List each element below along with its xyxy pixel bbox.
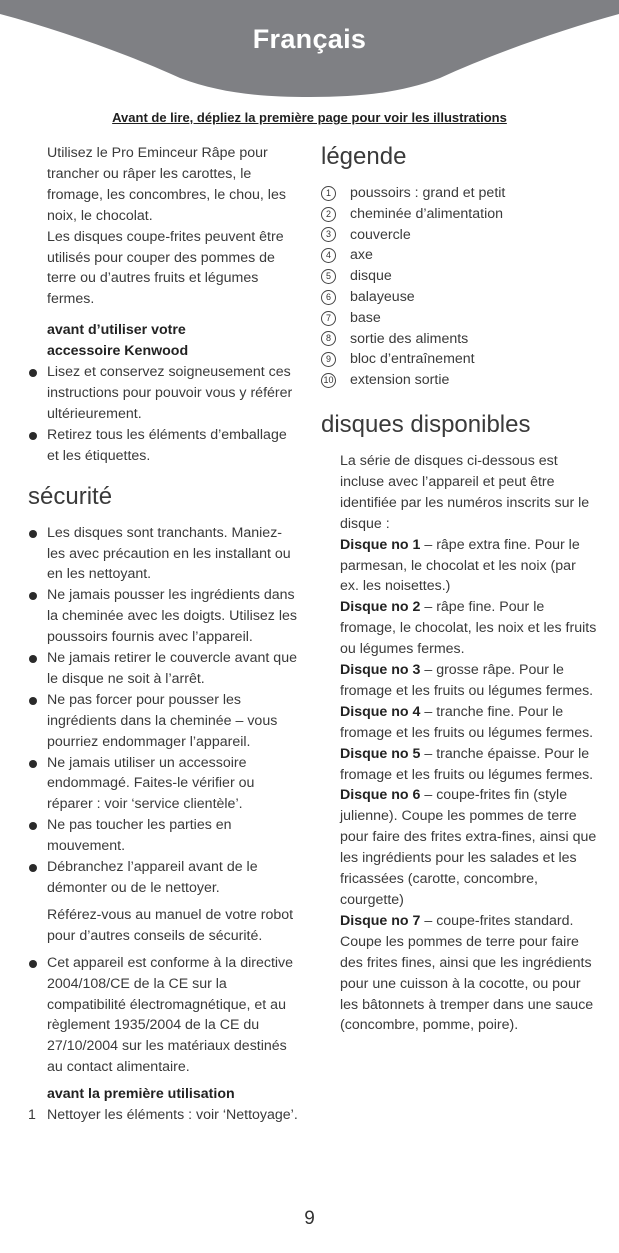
legend-label: extension sortie	[350, 372, 450, 389]
legend-number: 3	[321, 227, 336, 242]
list-item	[340, 660, 597, 702]
step-number: 1	[28, 1107, 36, 1124]
legend-label: couvercle	[350, 226, 411, 243]
safety-note: Référez-vous au manuel de votre robot pour d’autres conseils de sécurité.	[47, 906, 294, 944]
legend-item	[321, 370, 597, 391]
disc-description: – râpe extra fine. Pour le parmesan, le chocolat et les noix (par ex. les noisettes.)	[340, 536, 580, 595]
disc-name: Disque no 7	[340, 912, 421, 929]
list-item: Ne jamais pousser les ingrédients dans la cheminée avec les doigts. Utilisez les poussoirs fournis avec l’appareil.	[28, 585, 300, 648]
fold-out-notice: Avant de lire, dépliez la première page pour voir les illustrations	[112, 110, 507, 125]
legend-label: bloc d’entraînement	[350, 351, 475, 368]
discs-intro: La série de disques ci-dessous est incluse avec l’appareil et peut être identifiée par les numéros inscrits sur le disque :	[340, 452, 590, 532]
compliance-item: Cet appareil est conforme à la directive 2004/108/CE de la CE sur la compatibilité électromagnétique, et au règlement 1935/2004 de la CE du 27/10/2004 sur les matériaux destinés au contact alimentaire.	[28, 953, 300, 1078]
legend-item	[321, 329, 597, 350]
intro-paragraph-2: Les disques coupe-frites peuvent être utilisés pour couper des pommes de terre ou d’autres fruits et légumes fermes.	[47, 228, 284, 308]
disc-description: – grosse râpe. Pour le fromage et les fruits ou légumes fermes.	[340, 662, 594, 699]
header-banner	[0, 0, 619, 110]
disc-name: Disque no 5	[340, 745, 421, 762]
legend-number: 10	[321, 373, 336, 388]
page-number: 9	[304, 1208, 315, 1229]
disc-name: Disque no 4	[340, 703, 421, 720]
legend-label: sortie des aliments	[350, 330, 469, 347]
list-item: Retirez tous les éléments d’emballage et les étiquettes.	[28, 425, 300, 467]
legend-item	[321, 266, 597, 287]
disc-description: – tranche fine. Pour le fromage et les fruits ou légumes fermes.	[340, 703, 594, 741]
discs-list	[321, 451, 597, 1036]
first-use-heading: avant la première utilisation	[47, 1086, 235, 1103]
legend-label: cheminée d’alimentation	[350, 205, 504, 222]
legend-label: disque	[350, 268, 392, 285]
legend-heading: légende	[321, 143, 407, 170]
legend-label: poussoirs : grand et petit	[350, 185, 506, 201]
legend-number: 6	[321, 290, 336, 305]
before-use-heading-line1: avant d’utiliser votre	[47, 322, 186, 339]
step-text: Nettoyer les éléments : voir ‘Nettoyage’.	[47, 1107, 298, 1124]
legend-number: 7	[321, 311, 336, 326]
legend-label: base	[350, 309, 381, 326]
left-column	[28, 143, 300, 1126]
list-item: Ne pas forcer pour pousser les ingrédients dans la cheminée – vous pourriez endommager l’appareil.	[28, 690, 300, 753]
legend-number: 5	[321, 269, 336, 284]
list-item: Ne jamais utiliser un accessoire endommagé. Faites-le vérifier ou réparer : voir ‘service clientèle’.	[28, 753, 300, 816]
disc-description: – tranche épaisse. Pour le fromage et les fruits ou légumes fermes.	[340, 745, 594, 783]
legend-number: 1	[321, 186, 336, 201]
legend-item	[321, 245, 597, 266]
disc-name: Disque no 1	[340, 536, 421, 553]
right-column	[321, 143, 597, 1036]
legend-number: 4	[321, 248, 336, 263]
list-item	[340, 535, 597, 598]
legend-item	[321, 308, 597, 329]
disc-description: – râpe fine. Pour le fromage, le chocolat, les noix et les fruits ou légumes fermes.	[340, 599, 597, 658]
disc-name: Disque no 2	[340, 599, 421, 616]
legend-label: balayeuse	[350, 288, 415, 305]
list-item: Les disques sont tranchants. Maniez-les avec précaution en les installant ou en les nettoyant.	[28, 523, 300, 586]
legend-number: 8	[321, 331, 336, 346]
disc-description: – coupe-frites fin (style julienne). Coupe les pommes de terre pour faire des frites extra-fines, ainsi que les ingrédients pour les salades et les fricassées (carotte, concombre, courgette)	[340, 787, 597, 908]
legend-item	[321, 287, 597, 308]
list-item	[340, 597, 597, 660]
list-item: Ne pas toucher les parties en mouvement.	[28, 815, 300, 857]
list-item	[340, 744, 597, 786]
list-item	[28, 1105, 300, 1126]
list-item: Ne jamais retirer le couvercle avant que le disque ne soit à l’arrêt.	[28, 648, 300, 690]
discs-heading: disques disponibles	[321, 410, 531, 438]
legend-label: axe	[350, 247, 373, 264]
disc-name: Disque no 6	[340, 787, 421, 804]
disc-name: Disque no 3	[340, 662, 421, 679]
list-item: Débranchez l’appareil avant de le démonter ou de le nettoyer.	[28, 857, 300, 899]
list-item: Lisez et conservez soigneusement ces instructions pour pouvoir vous y référer ultérieurement.	[28, 362, 300, 425]
list-item	[340, 785, 597, 910]
disc-description: – coupe-frites standard. Coupe les pommes de terre pour faire des frites fines, ainsi que les ingrédients pour une cuisson à la cocotte, ou pour les bâtonnets à tremper dans une sauce (concombre, pomme, poire).	[340, 912, 594, 1034]
legend-item	[321, 225, 597, 246]
legend-item	[321, 183, 597, 204]
language-title: Français	[252, 24, 367, 54]
list-item	[340, 702, 597, 744]
list-item	[340, 911, 597, 1036]
before-use-heading-line2: accessoire Kenwood	[47, 343, 189, 360]
legend-item	[321, 349, 597, 370]
legend-number: 9	[321, 352, 336, 367]
legend-number: 2	[321, 207, 336, 222]
intro-paragraph-1: Utilisez le Pro Eminceur Râpe pour trancher ou râper les carottes, le fromage, les concombres, le chou, les noix, le chocolat.	[47, 145, 286, 224]
safety-heading: sécurité	[28, 482, 113, 510]
legend-item	[321, 204, 597, 225]
